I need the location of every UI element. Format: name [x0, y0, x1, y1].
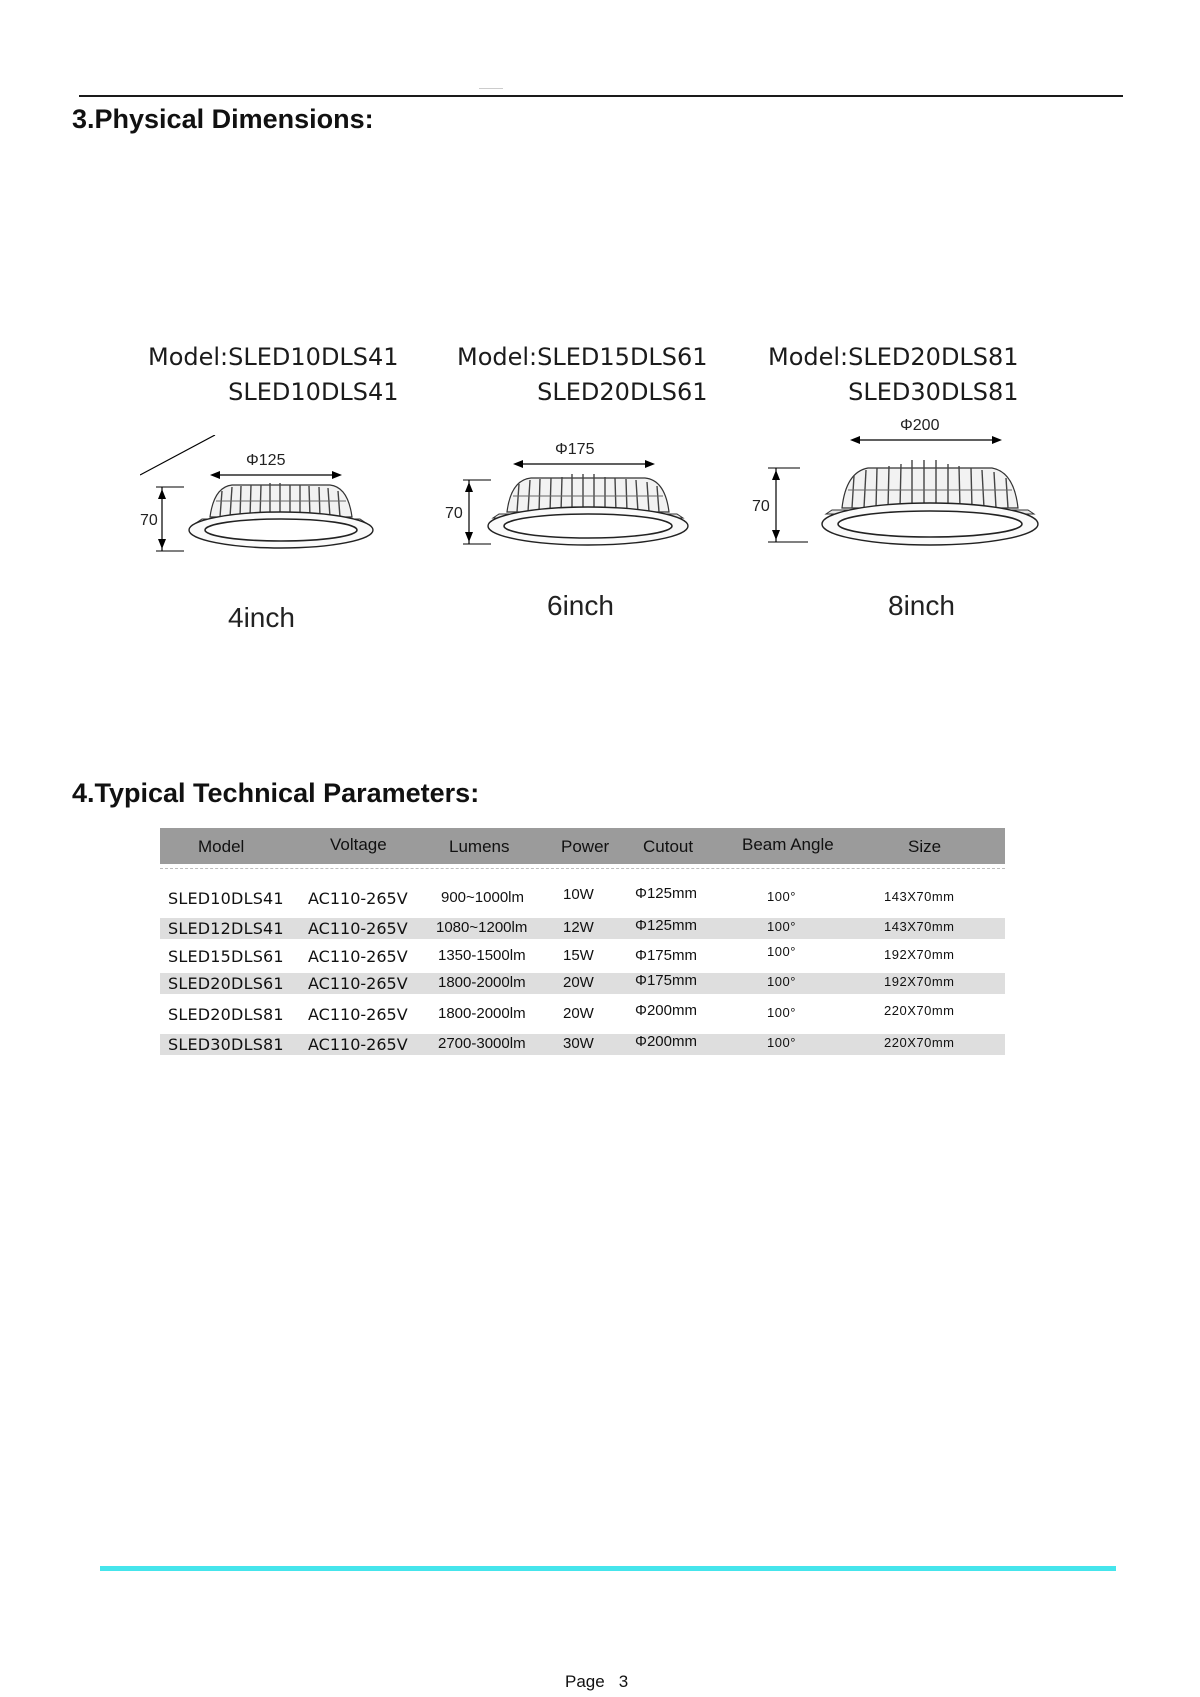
cell-voltage: AC110-265V [308, 947, 408, 966]
header-power: Power [561, 837, 610, 856]
header-model: Model [198, 837, 245, 856]
cell-size: 192X70mm [884, 947, 955, 962]
header-lumens: Lumens [449, 837, 510, 856]
cell-power: 30W [563, 1035, 594, 1052]
cell-power: 12W [563, 919, 594, 936]
model-block [768, 340, 1019, 410]
cell-cutout: Φ200mm [635, 1033, 697, 1050]
header-voltage: Voltage [330, 835, 387, 854]
product-4inch [140, 340, 440, 640]
cell-lumens: 900~1000lm [441, 889, 524, 906]
cell-model: SLED10DLS41 [168, 889, 284, 908]
size-label: 4inch [228, 602, 295, 633]
table-row [160, 885, 1005, 909]
cell-model: SLED12DLS41 [168, 919, 284, 938]
footer-accent-line [100, 1566, 1116, 1571]
cell-size: 220X70mm [884, 1035, 955, 1050]
cell-model: SLED30DLS81 [168, 1035, 284, 1054]
model-prefix: Model: [457, 343, 538, 371]
downlight-diagram [445, 428, 695, 558]
table-row [160, 1004, 1005, 1025]
cell-beam-angle: 100° [767, 944, 796, 959]
height-label: 70 [140, 512, 158, 529]
table-row [160, 973, 1005, 994]
cell-power: 15W [563, 947, 594, 964]
diameter-label: Φ200 [900, 417, 940, 434]
cell-lumens: 1800-2000lm [438, 1005, 526, 1022]
table-row [160, 1034, 1005, 1055]
cell-model: SLED20DLS81 [168, 1005, 284, 1024]
cell-beam-angle: 100° [767, 919, 796, 934]
cell-voltage: AC110-265V [308, 889, 408, 908]
cell-voltage: AC110-265V [308, 919, 408, 938]
page-value: 3 [618, 1672, 629, 1691]
cell-beam-angle: 100° [767, 889, 796, 904]
model-line1: SLED20DLS81 [848, 343, 1019, 371]
cell-voltage: AC110-265V [308, 1035, 408, 1054]
size-label: 6inch [547, 590, 614, 621]
model-block [457, 340, 708, 410]
page-number [565, 1672, 642, 1692]
cell-cutout: Φ125mm [635, 885, 697, 902]
header-mark [479, 88, 503, 89]
product-6inch [445, 340, 745, 640]
cell-power: 20W [563, 1005, 594, 1022]
cell-model: SLED20DLS61 [168, 974, 284, 993]
table-row [160, 918, 1005, 939]
height-label: 70 [752, 498, 770, 515]
product-8inch [752, 340, 1062, 640]
cell-voltage: AC110-265V [308, 974, 408, 993]
page-label: Page [565, 1672, 605, 1691]
model-line1: SLED10DLS41 [228, 343, 399, 371]
table-row [160, 946, 1005, 967]
cell-beam-angle: 100° [767, 1005, 796, 1020]
parameters-table [160, 828, 1005, 1055]
cell-size: 192X70mm [884, 974, 955, 989]
header-size: Size [908, 837, 942, 856]
header-cutout: Cutout [643, 837, 694, 856]
model-prefix: Model: [768, 343, 849, 371]
height-label: 70 [445, 505, 463, 522]
downlight-diagram [140, 435, 380, 555]
cell-lumens: 2700-3000lm [438, 1035, 526, 1052]
cell-voltage: AC110-265V [308, 1005, 408, 1024]
diameter-label: Φ175 [555, 441, 595, 458]
cell-cutout: Φ175mm [635, 947, 697, 964]
cell-cutout: Φ125mm [635, 917, 697, 934]
cell-power: 10W [563, 886, 594, 903]
table-header [160, 828, 1005, 864]
model-block [148, 340, 399, 410]
section-title-dimensions: 3.Physical Dimensions: [72, 104, 374, 134]
downlight-diagram [752, 416, 1042, 566]
cell-lumens: 1350-1500lm [438, 947, 526, 964]
cell-size: 143X70mm [884, 919, 955, 934]
header-divider [160, 868, 1005, 869]
cell-lumens: 1800-2000lm [438, 974, 526, 991]
model-line2: SLED30DLS81 [848, 378, 1019, 406]
header-rule [79, 95, 1123, 97]
section-title-parameters: 4.Typical Technical Parameters: [72, 778, 480, 808]
model-prefix: Model: [148, 343, 229, 371]
cell-beam-angle: 100° [767, 974, 796, 989]
diameter-label: Φ125 [246, 452, 286, 469]
cell-size: 220X70mm [884, 1003, 955, 1018]
header-beam-angle: Beam Angle [742, 835, 834, 854]
size-label: 8inch [888, 590, 955, 621]
model-line2: SLED10DLS41 [228, 378, 399, 406]
model-line1: SLED15DLS61 [537, 343, 708, 371]
cell-size: 143X70mm [884, 889, 955, 904]
cell-model: SLED15DLS61 [168, 947, 284, 966]
cell-cutout: Φ200mm [635, 1002, 697, 1019]
cell-lumens: 1080~1200lm [436, 919, 528, 936]
model-line2: SLED20DLS61 [537, 378, 708, 406]
cell-beam-angle: 100° [767, 1035, 796, 1050]
cell-cutout: Φ175mm [635, 972, 697, 989]
cell-power: 20W [563, 974, 594, 991]
